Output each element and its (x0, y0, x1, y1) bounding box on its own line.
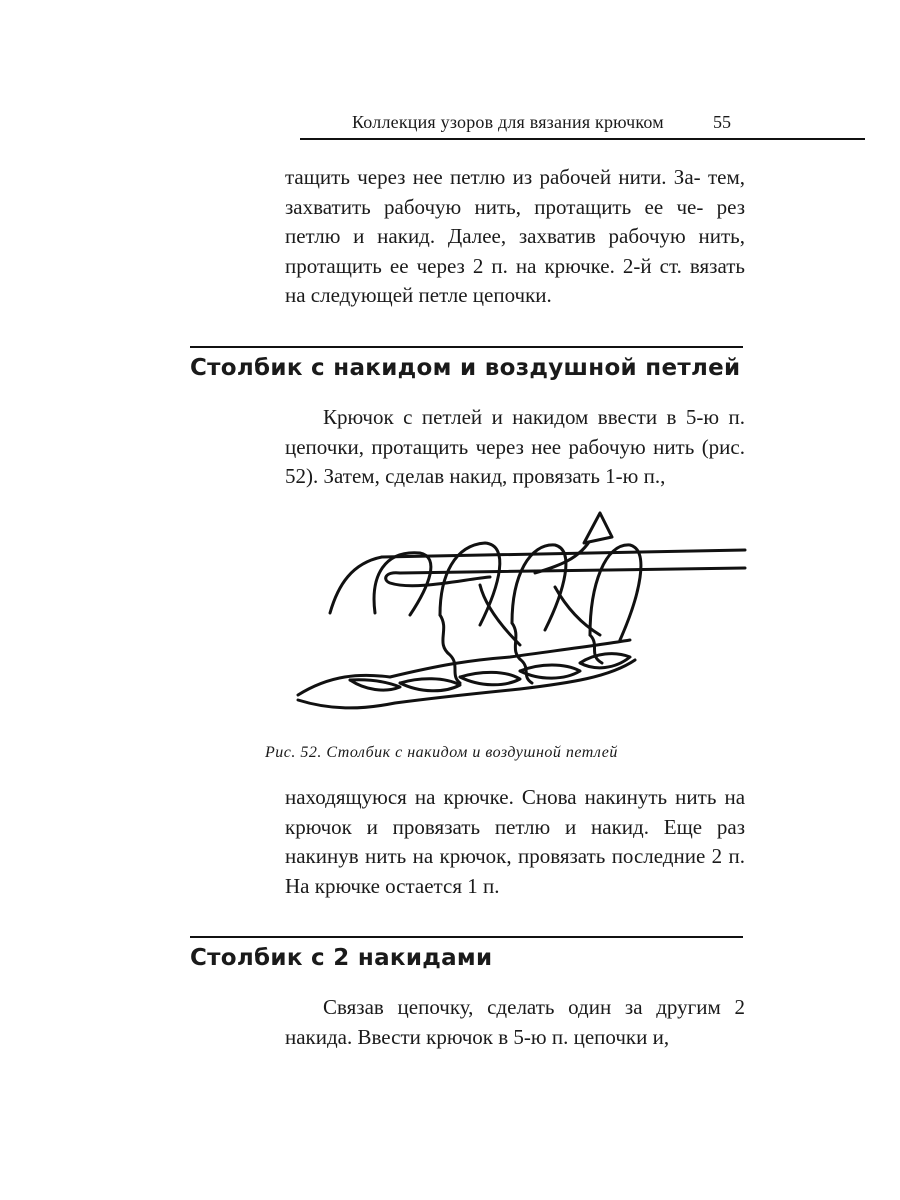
arrow-head (584, 513, 612, 543)
chain-bottom (298, 660, 635, 708)
loop (590, 545, 641, 640)
hook-throat (386, 573, 490, 586)
text-line: 2 п. На крючке остается 1 п. (285, 844, 746, 898)
text-line: накинув нить на крючок, провязать последние (285, 844, 706, 868)
text-line: цепочки, протащить через нее рабочую нить (285, 434, 695, 459)
text-line: 2 накида. Ввести крючок в 5-ю п. цепочки и, (285, 995, 746, 1049)
text-line: тащить через нее петлю из рабочей нити. За- (285, 165, 701, 189)
text-line: тем, захватить рабочую нить, протащить ее че- (285, 165, 746, 219)
chain-link (350, 680, 400, 690)
section-divider (190, 936, 743, 938)
text-line: (рис. 52). Затем, сделав накид, провязать 1-ю п., (285, 434, 745, 488)
text-line: рез петлю и накид. Далее, захватив рабочую (285, 194, 746, 248)
section1-paragraph-1 (285, 403, 745, 492)
section1-paragraph-2 (285, 783, 745, 901)
text-line: Связав цепочку, сделать один за другим (323, 995, 721, 1019)
section-title: Столбик с накидом и воздушной петлей (190, 355, 741, 381)
hook-shaft (400, 568, 745, 573)
chain-link (400, 679, 460, 691)
chain-top (298, 640, 630, 695)
crochet-illustration (290, 505, 750, 720)
text-line: находящуюся на крючке. Снова накинуть нить (285, 785, 717, 809)
text-line: на крючок и провязать петлю и накид. Еще раз (285, 785, 746, 839)
intro-paragraph (285, 163, 745, 311)
section-title: Столбик с 2 накидами (190, 945, 493, 971)
running-head (300, 108, 865, 140)
stitch-twist (440, 615, 460, 683)
figure-caption: Рис. 52. Столбик с накидом и воздушной петлей (265, 744, 618, 761)
text-line: нить, протащить ее через 2 п. на крючке. 2-й ст. (285, 224, 745, 278)
loop (512, 545, 566, 630)
stitch-twist (590, 635, 602, 663)
section2-paragraph (285, 993, 745, 1052)
text-line: Крючок с петлей и накидом ввести в 5-ю п. (323, 405, 745, 429)
section-divider (190, 346, 743, 348)
page-number: 55 (713, 112, 731, 132)
chain-link (460, 672, 520, 684)
chain-link (520, 665, 580, 678)
running-title: Коллекция узоров для вязания крючком (352, 112, 664, 132)
text-line: вязать на следующей петле цепочки. (285, 253, 745, 307)
